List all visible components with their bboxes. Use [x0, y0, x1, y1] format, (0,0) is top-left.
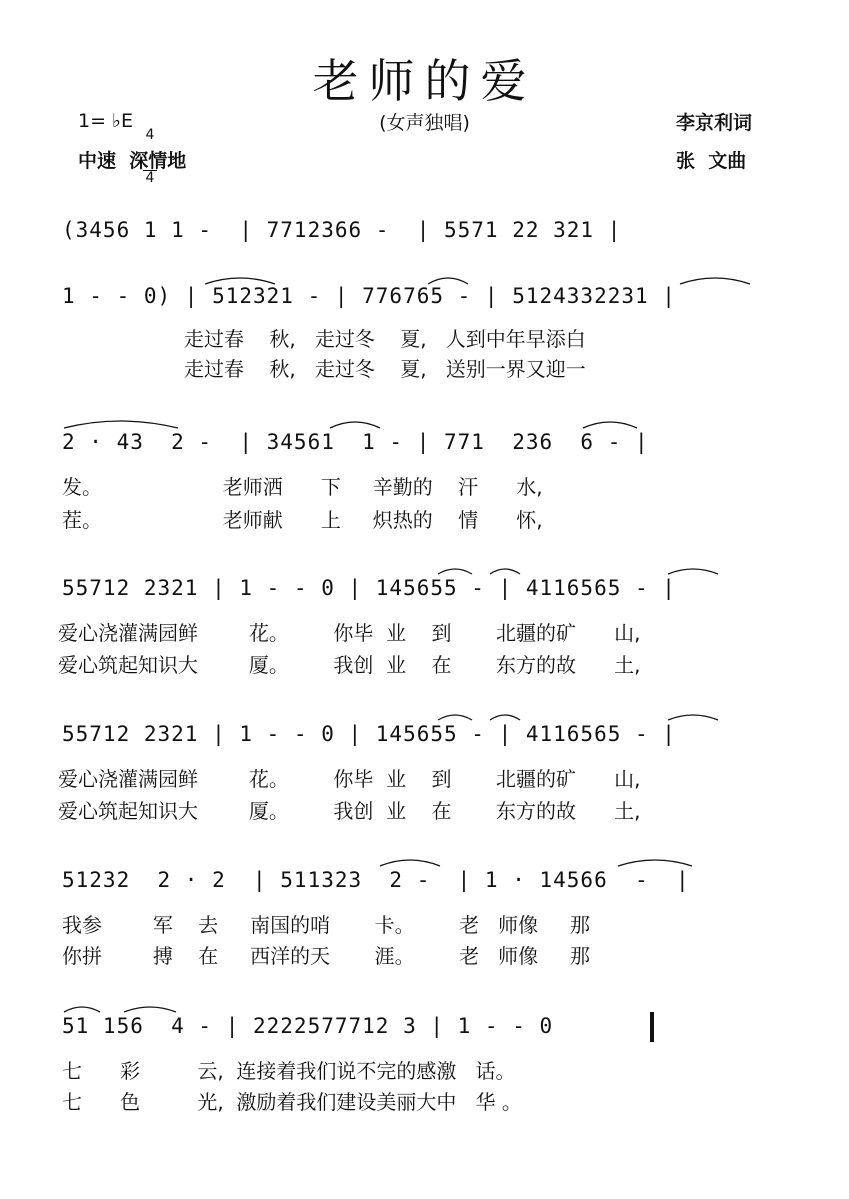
slur-mark: [438, 569, 472, 574]
notation-line-6: 51232 2 · 2 | 511323 2 - | 1 · 14566 - |: [62, 868, 690, 892]
lyric-line-4-verse-1: 爱心浇灌满园鲜 花。 你毕 业 到 北疆的矿 山,: [58, 621, 641, 645]
lyric-line-7-verse-1: 七 彩 云, 连接着我们说不完的感激 话。: [62, 1059, 516, 1083]
slur-mark: [438, 715, 472, 720]
lyric-line-5-verse-1: 爱心浇灌满园鲜 花。 你毕 业 到 北疆的矿 山,: [58, 767, 641, 791]
lyric-line-7-verse-2: 七 色 光, 激励着我们建设美丽大中 华 。: [62, 1090, 522, 1114]
lyric-line-5-verse-2: 爱心筑起知识大 厦。 我创 业 在 东方的故 土,: [58, 799, 641, 823]
slur-mark: [668, 715, 718, 720]
lyric-line-4-verse-2: 爱心筑起知识大 厦。 我创 业 在 东方的故 土,: [58, 653, 641, 677]
lyric-line-3-verse-1: 发。 老师洒 下 辛勤的 汗 水,: [62, 475, 543, 499]
slur-mark: [330, 422, 380, 428]
song-title: 老师的爱: [312, 54, 537, 108]
slur-mark: [428, 278, 468, 284]
slur-mark: [380, 860, 440, 866]
key-signature: 1= ♭E: [78, 110, 134, 132]
notation-line-4: 55712 2321 | 1 - - 0 | 145655 - | 4116565 - |: [62, 576, 676, 600]
lyric-line-6-verse-1: 我参 军 去 南国的哨 卡。 老 师像 那: [62, 913, 590, 937]
lyric-line-6-verse-2: 你拼 搏 在 西洋的天 涯。 老 师像 那: [62, 944, 590, 968]
time-signature-top: 4: [145, 127, 155, 143]
slur-mark: [680, 278, 750, 284]
performance-note: (女声独唱): [379, 112, 470, 134]
slur-mark: [64, 421, 178, 428]
lyric-line-3-verse-2: 茬。 老师献 上 炽热的 情 怀,: [62, 508, 543, 532]
time-signature-bottom: 4: [143, 170, 157, 185]
slur-mark: [583, 422, 637, 428]
slur-mark: [124, 1007, 176, 1012]
lyric-line-2-verse-1: 走过春 秋, 走过冬 夏, 人到中年早添白: [184, 327, 586, 351]
notation-line-7: 51 156 4 - | 2222577712 3 | 1 - - 0: [62, 1014, 554, 1038]
lyricist-credit: 李京利词: [676, 112, 753, 134]
slur-mark: [490, 569, 520, 574]
tempo-marking: 中速 深情地: [78, 150, 187, 172]
notation-line-5: 55712 2321 | 1 - - 0 | 145655 - | 4116565 - |: [62, 722, 676, 746]
slur-mark: [64, 1007, 100, 1012]
slur-mark: [205, 278, 275, 284]
notation-line-2: 1 - - 0) | 512321 - | 776765 - | 5124332231 |: [62, 284, 676, 308]
composer-credit: 张 文曲: [676, 150, 747, 172]
lyric-line-2-verse-2: 走过春 秋, 走过冬 夏, 送别一界又迎一: [184, 357, 586, 381]
slur-mark: [618, 860, 692, 866]
notation-line-1: (3456 1 1 - | 7712366 - | 5571 22 321 |: [62, 218, 622, 242]
slur-mark: [668, 569, 718, 574]
slur-mark: [490, 715, 520, 720]
notation-line-3: 2 · 43 2 - | 34561 1 - | 771 236 6 - |: [62, 430, 649, 454]
